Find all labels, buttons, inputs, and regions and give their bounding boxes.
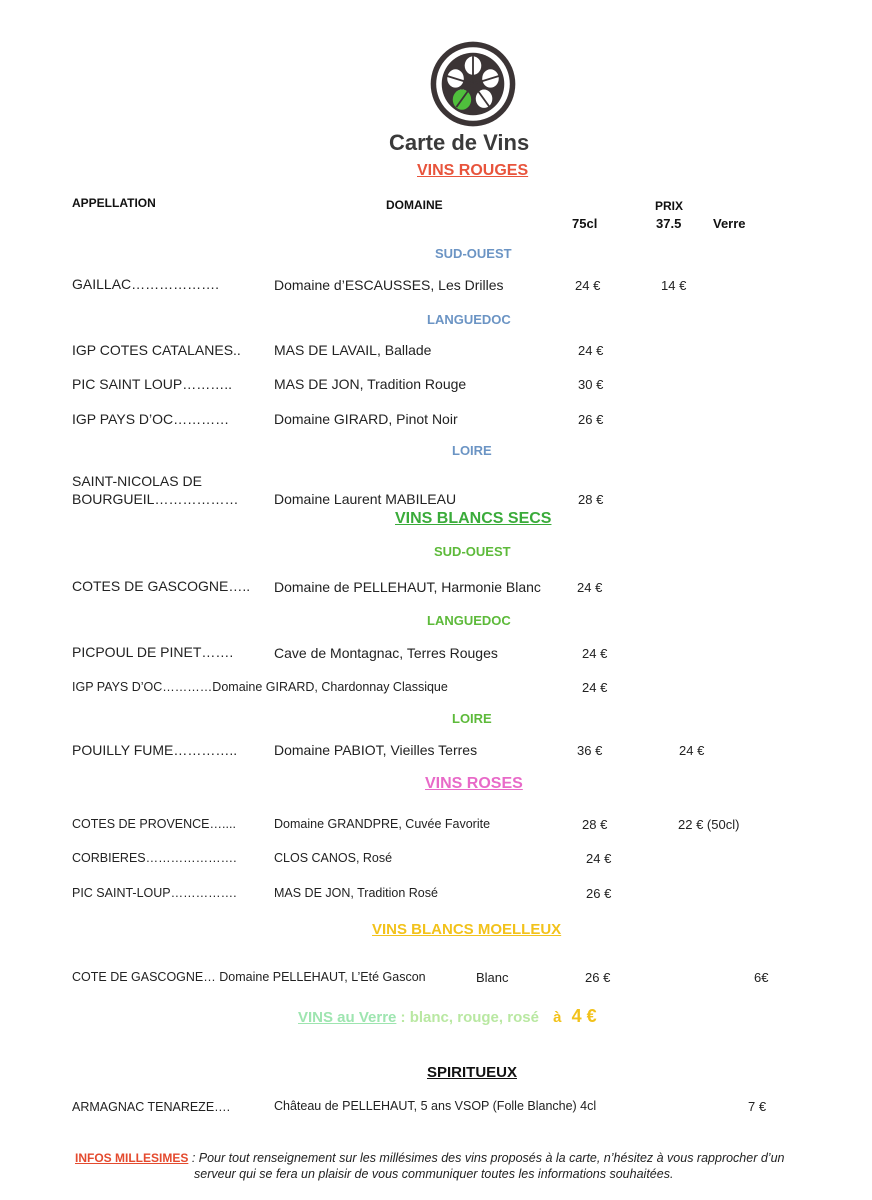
vins-au-verre-a: à bbox=[553, 1009, 562, 1026]
wine-appellation: ARMAGNAC TENAREZE…. bbox=[72, 1100, 231, 1114]
vins-au-verre-price: 4 € bbox=[571, 1006, 597, 1026]
section-vins-blancs-secs: VINS BLANCS SECS bbox=[395, 510, 552, 527]
price-75cl: 24 € bbox=[575, 278, 601, 293]
header-prix: PRIX bbox=[655, 199, 684, 213]
wine-domaine: MAS DE LAVAIL, Ballade bbox=[274, 342, 432, 358]
region-sud-ouest: SUD-OUEST bbox=[434, 544, 511, 559]
infos-millesimes-label: INFOS MILLESIMES bbox=[75, 1151, 189, 1165]
price-75cl: 24 € bbox=[586, 851, 612, 866]
wine-domaine: MAS DE JON, Tradition Rouge bbox=[274, 376, 467, 392]
price-75cl: 36 € bbox=[577, 743, 603, 758]
header-appellation: APPELLATION bbox=[72, 196, 156, 210]
wine-domaine: Domaine PABIOT, Vieilles Terres bbox=[274, 742, 478, 758]
price-75cl: 28 € bbox=[578, 492, 604, 507]
wine-appellation: IGP PAYS D’OC………… bbox=[72, 411, 230, 427]
infos-text-line2: serveur qui se fera un plaisir de vous communiquer toutes les informations souhaitées. bbox=[194, 1167, 674, 1181]
header-verre: Verre bbox=[713, 216, 746, 231]
wine-appellation: POUILLY FUME………….. bbox=[72, 742, 238, 758]
header-75cl: 75cl bbox=[572, 216, 598, 231]
wine-domaine: MAS DE JON, Tradition Rosé bbox=[274, 886, 438, 900]
section-vins-rouges: VINS ROUGES bbox=[417, 162, 529, 179]
vins-au-verre-label: VINS au Verre bbox=[298, 1009, 397, 1026]
price-75cl: 24 € bbox=[578, 343, 604, 358]
vins-au-verre-line bbox=[298, 1006, 597, 1027]
region-languedoc: LANGUEDOC bbox=[427, 613, 511, 628]
price-75cl: 26 € bbox=[585, 970, 611, 985]
wine-domaine: Domaine d’ESCAUSSES, Les Drilles bbox=[274, 277, 504, 293]
wine-domaine: Château de PELLEHAUT, 5 ans VSOP (Folle Blanche) 4cl bbox=[274, 1099, 597, 1113]
wine-appellation: PIC SAINT-LOUP……………. bbox=[72, 886, 237, 900]
wine-domaine: Cave de Montagnac, Terres Rouges bbox=[274, 645, 498, 661]
wine-appellation: SAINT-NICOLAS DE bbox=[72, 473, 202, 489]
wine-appellation-domaine: IGP PAYS D’OC…………Domaine GIRARD, Chardonnay Classique bbox=[72, 680, 448, 694]
wine-appellation: GAILLAC………………. bbox=[72, 276, 220, 292]
infos-millesimes-line1 bbox=[75, 1151, 784, 1165]
wine-domaine: Domaine GIRARD, Pinot Noir bbox=[274, 411, 458, 427]
wine-type: Blanc bbox=[476, 970, 509, 985]
wine-appellation: CORBIERES…………………. bbox=[72, 851, 237, 865]
header-37-5: 37.5 bbox=[656, 216, 682, 231]
region-loire: LOIRE bbox=[452, 711, 492, 726]
price-75cl: 26 € bbox=[578, 412, 604, 427]
wine-appellation-domaine: COTE DE GASCOGNE… Domaine PELLEHAUT, L’Eté Gascon bbox=[72, 970, 426, 984]
wine-appellation: COTES DE PROVENCE….... bbox=[72, 817, 236, 831]
price-75cl: 24 € bbox=[582, 646, 608, 661]
wine-domaine: Domaine Laurent MABILEAU bbox=[274, 491, 457, 507]
price-75cl: 26 € bbox=[586, 886, 612, 901]
price-37-5: 24 € bbox=[679, 743, 705, 758]
price-75cl: 24 € bbox=[577, 580, 603, 595]
wine-appellation: COTES DE GASCOGNE….. bbox=[72, 578, 251, 594]
wine-appellation: PICPOUL DE PINET……. bbox=[72, 644, 234, 660]
price-75cl: 24 € bbox=[582, 680, 608, 695]
wine-domaine: CLOS CANOS, Rosé bbox=[274, 851, 393, 865]
flower-logo-icon bbox=[427, 38, 519, 130]
price-37-5: 14 € bbox=[661, 278, 687, 293]
page-title: Carte de Vins bbox=[389, 130, 530, 155]
section-vins-blancs-moelleux: VINS BLANCS MOELLEUX bbox=[372, 921, 562, 938]
section-spiritueux: SPIRITUEUX bbox=[427, 1064, 518, 1081]
section-vins-roses: VINS ROSES bbox=[425, 775, 523, 792]
price-verre: 6€ bbox=[754, 970, 769, 985]
price-37-5: 22 € (50cl) bbox=[678, 817, 740, 832]
wine-appellation-line2: BOURGUEIL……………… bbox=[72, 491, 239, 507]
region-languedoc: LANGUEDOC bbox=[427, 312, 511, 327]
price-verre: 7 € bbox=[748, 1099, 767, 1114]
region-sud-ouest: SUD-OUEST bbox=[435, 246, 512, 261]
price-75cl: 30 € bbox=[578, 377, 604, 392]
vins-au-verre-text: : blanc, rouge, rosé bbox=[396, 1009, 539, 1026]
header-domaine: DOMAINE bbox=[386, 198, 443, 212]
infos-text-line1: : Pour tout renseignement sur les millésimes des vins proposés à la carte, n’hésitez à vous rapprocher d’un bbox=[188, 1151, 785, 1165]
price-75cl: 28 € bbox=[582, 817, 608, 832]
region-loire: LOIRE bbox=[452, 443, 492, 458]
wine-domaine: Domaine GRANDPRE, Cuvée Favorite bbox=[274, 817, 491, 831]
wine-appellation: IGP COTES CATALANES.. bbox=[72, 342, 241, 358]
wine-appellation: PIC SAINT LOUP……….. bbox=[72, 376, 232, 392]
wine-domaine: Domaine de PELLEHAUT, Harmonie Blanc bbox=[274, 579, 541, 595]
